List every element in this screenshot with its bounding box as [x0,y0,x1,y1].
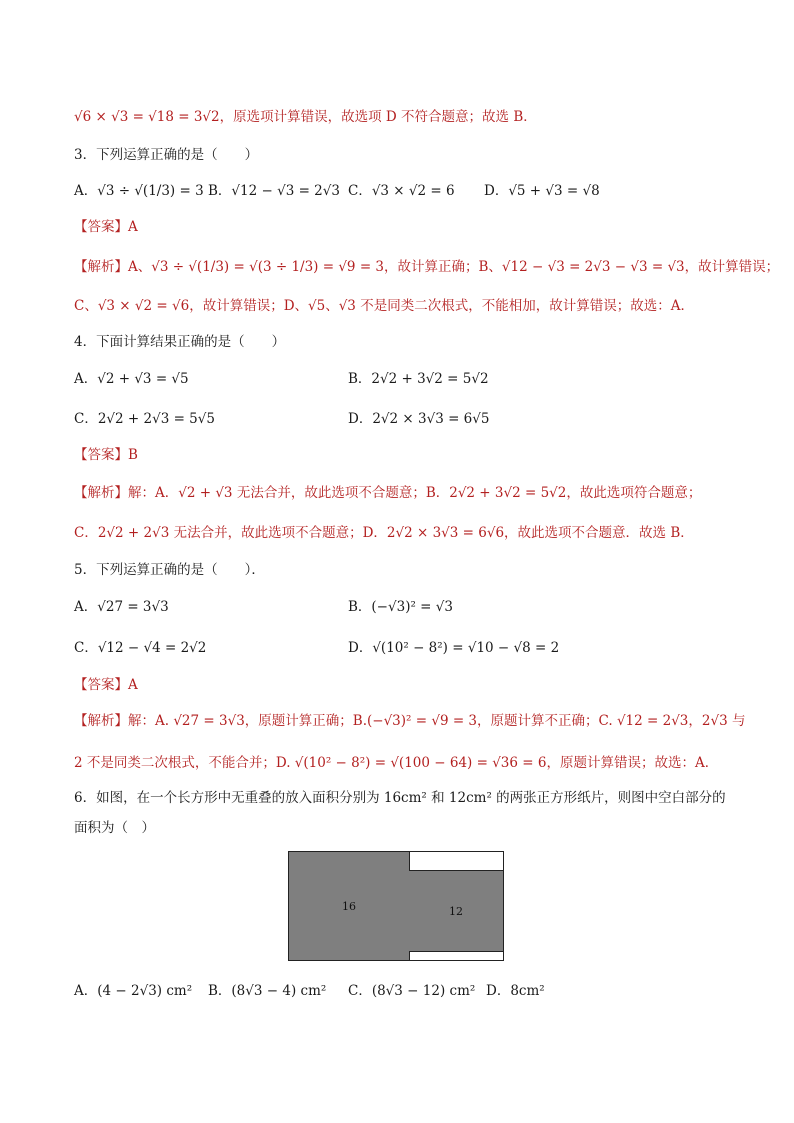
q3-analysis-1: 【解析】A、√3 ÷ √(1/3) = √(3 ÷ 1/3) = √9 = 3，故计算正确；B、√12 − √3 = 2√3 − √3 = √3，故计算错误； [74,259,780,275]
q4-stem: 4．下面计算结果正确的是（ ） [74,334,286,350]
q5-analysis-1: 【解析】解：A. √27 = 3√3，原题计算正确；B.(−√3)² = √9 = 3，原题计算不正确；C. √12 = 2√3，2√3 与 [74,713,746,729]
q4-option-c: C．2√2 + 2√3 = 5√5 [74,411,215,427]
q6-stem-1: 6．如图，在一个长方形中无重叠的放入面积分别为 16cm² 和 12cm² 的两张正方形纸片，则图中空白部分的 [74,790,726,806]
q3-option-c: C．√3 × √2 = 6 [348,183,455,199]
q6-option-b: B．(8√3 − 4) cm² [208,983,327,999]
q4-analysis-2: C．2√2 + 2√3 无法合并，故此选项不合题意；D．2√2 × 3√3 = 6√6，故此选项不合题意．故选 B． [74,525,694,541]
q3-option-d: D．√5 + √3 = √8 [484,183,600,199]
square-16-label: 16 [289,852,410,960]
q4-answer: 【答案】B [74,447,138,463]
q3-stem: 3．下列运算正确的是（ ） [74,147,259,163]
q6-stem-2: 面积为（ ） [74,820,155,836]
q4-option-d: D．2√2 × 3√3 = 6√5 [348,411,490,427]
q6-option-a: A．(4 − 2√3) cm² [74,983,193,999]
q5-answer: 【答案】A [74,677,138,693]
q3-answer: 【答案】A [74,219,138,235]
q5-option-a: A．√27 = 3√3 [74,599,169,615]
q3-analysis-2: C、√3 × √2 = √6，故计算错误；D、√5、√3 不是同类二次根式，不能相加，故计算错误；故选：A． [74,298,694,314]
q5-option-d: D．√(10² − 8²) = √10 − √8 = 2 [348,640,560,656]
q4-analysis-1: 【解析】解：A．√2 + √3 无法合并，故此选项不合题意；B．2√2 + 3√2 = 5√2，故此选项符合题意； [74,485,702,501]
q2-solution-tail: √6 × √3 = √18 = 3√2，原选项计算错误，故选项 D 不符合题意；故选 B． [74,109,537,125]
q5-option-c: C．√12 − √4 = 2√2 [74,640,207,656]
square-12-label: 12 [409,870,503,952]
q3-option-a: A．√3 ÷ √(1/3) = 3 [74,183,204,199]
q3-option-b: B．√12 − √3 = 2√3 [208,183,340,199]
q5-stem: 5．下列运算正确的是（ ）． [74,562,265,578]
q5-option-b: B．(−√3)² = √3 [348,599,453,615]
q5-analysis-2: 2 不是同类二次根式，不能合并；D. √(10² − 8²) = √(100 − 64) = √36 = 6，原题计算错误；故选：A． [74,755,719,771]
q6-option-c: C．(8√3 − 12) cm² [348,983,476,999]
q6-rectangle-diagram [288,851,504,961]
q4-option-b: B．2√2 + 3√2 = 5√2 [348,371,489,387]
q4-option-a: A．√2 + √3 = √5 [74,371,189,387]
q6-option-d: D．8cm² [486,983,545,999]
